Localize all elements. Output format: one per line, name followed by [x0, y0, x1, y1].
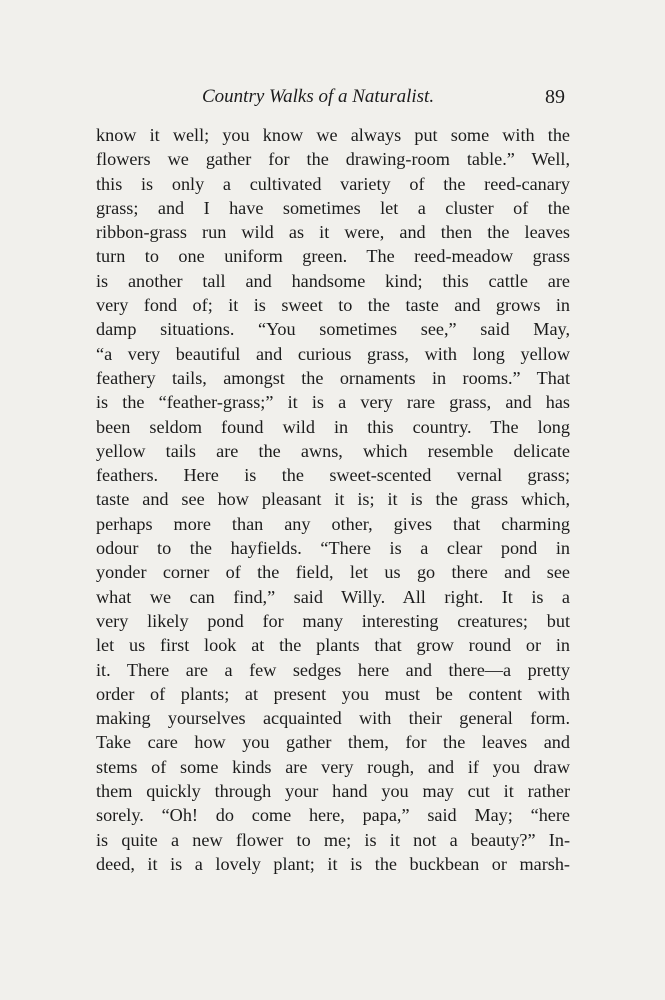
- text-line: perhaps more than any other, gives that charming: [96, 513, 570, 534]
- text-line: let us first look at the plants that grow round or in: [96, 635, 570, 656]
- text-line: been seldom found wild in this country. The long: [96, 416, 570, 437]
- text-line: what we can find,” said Willy. All right. It is a: [96, 586, 570, 607]
- text-line: know it well; you know we always put some with the: [96, 125, 570, 145]
- text-line: damp situations. “You sometimes see,” said May,: [96, 319, 570, 340]
- text-line: Take care how you gather them, for the leaves and: [96, 732, 570, 753]
- text-line: flowers we gather for the drawing-room table.” Well,: [96, 149, 570, 170]
- text-line: taste and see how pleasant it is; it is the grass which,: [96, 489, 570, 510]
- text-line: is the “feather-grass;” it is a very rare grass, and has: [96, 392, 570, 413]
- text-line: is quite a new flower to me; is it not a beauty?” In-: [96, 829, 570, 850]
- text-line: feathery tails, amongst the ornaments in rooms.” That: [96, 367, 570, 388]
- text-line: is another tall and handsome kind; this cattle are: [96, 270, 570, 291]
- body-text: [96, 123, 570, 876]
- text-line: this is only a cultivated variety of the reed-canary: [96, 173, 570, 194]
- running-header: [95, 86, 575, 114]
- text-line: very likely pond for many interesting creatures; but: [96, 610, 570, 631]
- text-line: stems of some kinds are very rough, and if you draw: [96, 756, 570, 777]
- text-line: “a very beautiful and curious grass, with long yellow: [96, 343, 570, 364]
- page-number: 89: [545, 86, 565, 108]
- text-line: yellow tails are the awns, which resemble delicate: [96, 440, 570, 461]
- text-line: ribbon-grass run wild as it were, and then the leaves: [96, 222, 570, 243]
- text-line: feathers. Here is the sweet-scented vernal grass;: [96, 465, 570, 486]
- running-title: Country Walks of a Naturalist.: [202, 86, 435, 107]
- text-line: making yourselves acquainted with their general form.: [96, 708, 570, 729]
- text-line: it. There are a few sedges here and there—a pretty: [96, 659, 570, 680]
- text-line: deed, it is a lovely plant; it is the buckbean or marsh-: [96, 853, 570, 874]
- text-line: turn to one uniform green. The reed-meadow grass: [96, 246, 570, 267]
- text-line: order of plants; at present you must be content with: [96, 683, 570, 704]
- text-line: them quickly through your hand you may cut it rather: [96, 781, 570, 802]
- text-line: grass; and I have sometimes let a cluster of the: [96, 197, 570, 218]
- text-line: very fond of; it is sweet to the taste and grows in: [96, 295, 570, 316]
- text-line: odour to the hayfields. “There is a clear pond in: [96, 538, 570, 559]
- text-line: yonder corner of the field, let us go there and see: [96, 562, 570, 583]
- text-line: sorely. “Oh! do come here, papa,” said May; “here: [96, 805, 570, 826]
